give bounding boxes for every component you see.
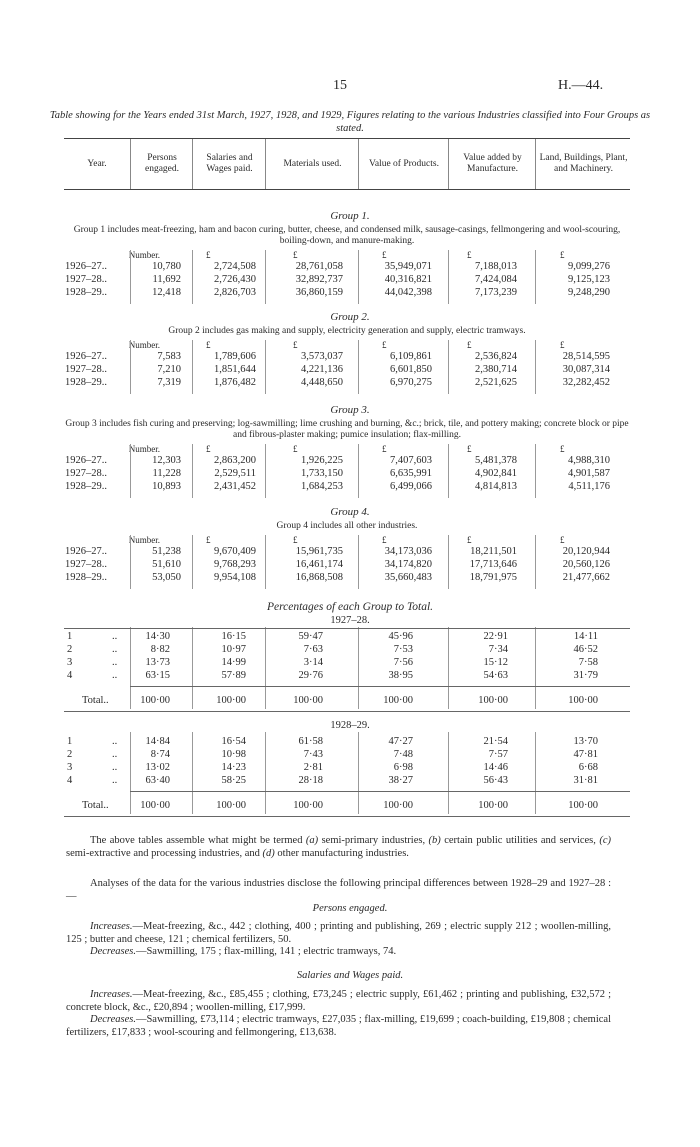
table-cell: 6·98 (393, 762, 413, 773)
row-year: 1928–29.. (65, 287, 107, 298)
table-cell: 100·00 (383, 800, 413, 811)
table-cell: 9,954,108 (214, 572, 256, 583)
table-cell: 54·63 (483, 670, 508, 681)
block-bottom-rule (64, 711, 630, 712)
unit-number: Number. (128, 535, 160, 545)
table-row (0, 546, 700, 559)
row-leader: .. (112, 670, 118, 681)
table-row (0, 657, 700, 670)
group-description: Group 1 includes meat-freezing, ham and bacon curing, butter, cheese, and condensed milk, sausage-casings, fellmongering and wool-scouring, boiling-down, and manure-making. (73, 225, 621, 246)
table-cell: 100·00 (216, 800, 246, 811)
table-row (0, 559, 700, 572)
table-cell: 10·97 (221, 644, 246, 655)
table-cell: 8·74 (150, 749, 170, 760)
table-cell: 16,461,174 (295, 559, 343, 570)
table-cell: 34,174,820 (384, 559, 432, 570)
table-row (0, 631, 700, 644)
row-year: 1926–27.. (65, 455, 107, 466)
table-cell: 7·56 (393, 657, 413, 668)
total-row (0, 695, 700, 708)
unit-pound: £ (560, 535, 565, 545)
salaries-decreases-paragraph (66, 1014, 611, 1039)
table-row (0, 351, 700, 364)
table-cell: 11,228 (152, 468, 181, 479)
table-cell: 2,724,508 (214, 261, 256, 272)
table-row (0, 644, 700, 657)
salaries-decreases-text: —Sawmilling, £73,114 ; electric tramways, £27,035 ; flax-milling, £19,699 ; coach-building, £19,808 ; chemical fertilizers, £17,833 ; wool-scouring and fellmongering, £13,638. (66, 1014, 611, 1038)
unit-pound: £ (467, 340, 472, 350)
group-number: 1 (67, 736, 73, 747)
increases-label: Increases. (90, 989, 133, 1000)
table-cell: 22·91 (483, 631, 508, 642)
unit-pound: £ (560, 250, 565, 260)
unit-pound: £ (293, 444, 298, 454)
unit-pound: £ (206, 250, 211, 260)
total-label: Total.. (82, 695, 109, 706)
table-cell: 100·00 (478, 800, 508, 811)
table-cell: 7·57 (488, 749, 508, 760)
table-cell: 15,961,735 (295, 546, 343, 557)
table-cell: 10·98 (221, 749, 246, 760)
table-row (0, 377, 700, 390)
table-cell: 16·15 (221, 631, 246, 642)
unit-pound: £ (206, 340, 211, 350)
table-cell: 30,087,314 (562, 364, 610, 375)
row-year: 1926–27.. (65, 351, 107, 362)
table-cell: 100·00 (216, 695, 246, 706)
table-cell: 7·43 (303, 749, 323, 760)
table-cell: 4,221,136 (301, 364, 343, 375)
column-header-salaries: Salaries and Wages paid. (192, 139, 266, 189)
table-cell: 56·43 (483, 775, 508, 786)
table-cell: 13·70 (573, 736, 598, 747)
percentages-year: 1928–29. (330, 720, 370, 731)
table-cell: 29·76 (298, 670, 323, 681)
total-rule (130, 791, 630, 792)
percentages-title: Percentages of each Group to Total. (266, 601, 434, 613)
table-row (0, 670, 700, 683)
row-leader: .. (112, 631, 118, 642)
group-title: Group 3. (330, 404, 370, 416)
table-cell: 4,511,176 (568, 481, 610, 492)
unit-pound: £ (293, 250, 298, 260)
table-cell: 44,042,398 (384, 287, 432, 298)
table-cell: 2,431,452 (214, 481, 256, 492)
table-cell: 36,860,159 (295, 287, 343, 298)
table-cell: 7,583 (157, 351, 181, 362)
table-cell: 1,926,225 (301, 455, 343, 466)
group-title: Group 1. (330, 210, 370, 222)
group-description: Group 4 includes all other industries. (276, 521, 418, 531)
table-row (0, 572, 700, 585)
group-number: 4 (67, 670, 73, 681)
table-cell: 7,210 (157, 364, 181, 375)
table-cell: 13·73 (145, 657, 170, 668)
table-cell: 13·02 (145, 762, 170, 773)
table-cell: 10,893 (152, 481, 181, 492)
column-header-value-added: Value added by Manufacture. (448, 139, 536, 189)
unit-pound: £ (467, 444, 472, 454)
table-cell: 9,099,276 (568, 261, 610, 272)
table-cell: 2,521,625 (475, 377, 517, 388)
table-row (0, 455, 700, 468)
intro-text: semi-extractive and processing industries, and (66, 847, 263, 859)
page-header (0, 78, 700, 94)
row-leader: .. (112, 762, 118, 773)
table-cell: 6,601,850 (390, 364, 432, 375)
table-cell: 20,560,126 (562, 559, 610, 570)
table-cell: 9,670,409 (214, 546, 256, 557)
table-cell: 100·00 (383, 695, 413, 706)
table-cell: 28,761,058 (295, 261, 343, 272)
intro-paragraph (66, 835, 611, 860)
intro-text: other manufacturing industries. (274, 847, 409, 859)
table-cell: 7,424,084 (475, 274, 517, 285)
table-cell: 7·34 (488, 644, 508, 655)
table-cell: 1,789,606 (214, 351, 256, 362)
table-row (0, 287, 700, 300)
table-cell: 16·54 (221, 736, 246, 747)
table-cell: 2,863,200 (214, 455, 256, 466)
table-cell: 9,125,123 (568, 274, 610, 285)
table-cell: 1,876,482 (214, 377, 256, 388)
table-cell: 58·25 (221, 775, 246, 786)
group-number: 3 (67, 762, 73, 773)
table-cell: 38·95 (388, 670, 413, 681)
analyses-paragraph: Analyses of the data for the various industries disclose the following principal differences between 1928–29 and 1927–28 :— (66, 878, 611, 902)
total-label: Total.. (82, 800, 109, 811)
table-cell: 100·00 (293, 800, 323, 811)
table-cell: 61·58 (298, 736, 323, 747)
table-cell: 11,692 (152, 274, 181, 285)
table-cell: 46·52 (573, 644, 598, 655)
column-header-products: Value of Products. (358, 139, 449, 189)
total-rule (130, 686, 630, 687)
label-a: (a) (305, 835, 319, 846)
table-cell: 7,173,239 (475, 287, 517, 298)
table-cell: 28·18 (298, 775, 323, 786)
table-cell: 4,988,310 (568, 455, 610, 466)
page-number: 15 (333, 78, 347, 93)
table-row (0, 364, 700, 377)
table-cell: 7·48 (393, 749, 413, 760)
unit-pound: £ (382, 250, 387, 260)
table-cell: 45·96 (388, 631, 413, 642)
table-cell: 34,173,036 (384, 546, 432, 557)
table-cell: 38·27 (388, 775, 413, 786)
label-b: (b) (428, 835, 441, 846)
row-year: 1926–27.. (65, 261, 107, 272)
table-cell: 53,050 (152, 572, 181, 583)
group-description: Group 2 includes gas making and supply, electricity generation and supply, electric tramways. (168, 326, 526, 336)
group-number: 3 (67, 657, 73, 668)
table-row (0, 736, 700, 749)
table-cell: 14·23 (221, 762, 246, 773)
row-leader: .. (112, 644, 118, 655)
total-row (0, 800, 700, 813)
table-cell: 2,529,511 (214, 468, 256, 479)
persons-increases-text: —Meat-freezing, &c., 442 ; clothing, 400 ; printing and publishing, 269 ; electric supply 212 ; woollen-milling, 125 ; butter and cheese, 121 ; chemical fertilizers, 50. (66, 921, 611, 945)
table-cell: 51,610 (152, 559, 181, 570)
row-leader: .. (112, 736, 118, 747)
table-cell: 14·46 (483, 762, 508, 773)
table-cell: 47·27 (388, 736, 413, 747)
group-number: 4 (67, 775, 73, 786)
decreases-label: Decreases. (90, 946, 136, 957)
table-cell: 7,188,013 (475, 261, 517, 272)
table-cell: 5,481,378 (475, 455, 517, 466)
document-reference: H.—44. (558, 78, 604, 93)
table-cell: 63·15 (145, 670, 170, 681)
row-year: 1927–28.. (65, 274, 107, 285)
unit-pound: £ (293, 340, 298, 350)
table-cell: 4,902,841 (475, 468, 517, 479)
persons-decreases-paragraph (66, 946, 611, 959)
row-year: 1926–27.. (65, 546, 107, 557)
table-cell: 100·00 (140, 695, 170, 706)
block-bottom-rule (64, 816, 630, 817)
table-cell: 9,768,293 (214, 559, 256, 570)
table-cell: 15·12 (483, 657, 508, 668)
table-cell: 6,970,275 (390, 377, 432, 388)
table-cell: 6,635,991 (390, 468, 432, 479)
percentages-top-rule (64, 628, 630, 629)
table-cell: 100·00 (478, 695, 508, 706)
row-year: 1928–29.. (65, 377, 107, 388)
unit-pound: £ (560, 340, 565, 350)
group-description: Group 3 includes fish curing and preserving; log-sawmilling; lime crushing and burning, &c.; brick, tile, and pottery making; concrete block or pipe and fibrous-plaster making; pumice insulation; flax-milling. (65, 419, 629, 440)
salaries-increases-paragraph (66, 989, 611, 1014)
table-row (0, 274, 700, 287)
table-cell: 31·79 (573, 670, 598, 681)
group-number: 2 (67, 644, 73, 655)
row-year: 1927–28.. (65, 468, 107, 479)
table-cell: 17,713,646 (469, 559, 517, 570)
unit-pound: £ (382, 535, 387, 545)
group-number: 1 (67, 631, 73, 642)
table-cell: 1,851,644 (214, 364, 256, 375)
table-cell: 6·68 (578, 762, 598, 773)
table-cell: 59·47 (298, 631, 323, 642)
table-cell: 63·40 (145, 775, 170, 786)
table-cell: 35,949,071 (384, 261, 432, 272)
column-header-materials: Materials used. (265, 139, 359, 189)
table-cell: 7·58 (578, 657, 598, 668)
column-header-land: Land, Buildings, Plant, and Machinery. (535, 139, 631, 189)
table-cell: 16,868,508 (295, 572, 343, 583)
table-cell: 35,660,483 (384, 572, 432, 583)
table-cell: 3,573,037 (301, 351, 343, 362)
group-title: Group 2. (330, 311, 370, 323)
table-cell: 6,109,861 (390, 351, 432, 362)
table-caption: Table showing for the Years ended 31st March, 1927, 1928, and 1929, Figures relating to the various Industries classified into Four Groups as stated. (49, 110, 651, 134)
column-header-persons: Persons engaged. (130, 139, 193, 189)
salaries-heading: Salaries and Wages paid. (296, 970, 404, 981)
intro-text: semi-primary industries, (318, 835, 429, 846)
unit-pound: £ (382, 340, 387, 350)
table-cell: 7·53 (393, 644, 413, 655)
row-leader: .. (112, 657, 118, 668)
unit-pound: £ (293, 535, 298, 545)
table-row (0, 261, 700, 274)
column-header-year: Year. (87, 158, 107, 169)
column-header-row (64, 138, 630, 190)
table-cell: 18,791,975 (469, 572, 517, 583)
row-year: 1928–29.. (65, 481, 107, 492)
unit-pound: £ (560, 444, 565, 454)
table-cell: 8·82 (150, 644, 170, 655)
table-cell: 1,733,150 (301, 468, 343, 479)
group-number: 2 (67, 749, 73, 760)
row-leader: .. (112, 775, 118, 786)
table-row (0, 481, 700, 494)
unit-pound: £ (467, 535, 472, 545)
table-cell: 10,780 (152, 261, 181, 272)
table-cell: 32,282,452 (562, 377, 610, 388)
table-cell: 51,238 (152, 546, 181, 557)
table-cell: 14·99 (221, 657, 246, 668)
table-cell: 2,726,430 (214, 274, 256, 285)
table-cell: 1,684,253 (301, 481, 343, 492)
unit-number: Number. (128, 250, 160, 260)
persons-increases-paragraph (66, 921, 611, 946)
group-title: Group 4. (330, 506, 370, 518)
persons-decreases-text: —Sawmilling, 175 ; flax-milling, 141 ; electric tramways, 74. (135, 946, 397, 957)
row-year: 1928–29.. (65, 572, 107, 583)
label-d: (d) (262, 847, 275, 859)
table-cell: 9,248,290 (568, 287, 610, 298)
row-leader: .. (112, 749, 118, 760)
table-cell: 14·84 (145, 736, 170, 747)
table-cell: 100·00 (568, 800, 598, 811)
row-year: 1927–28.. (65, 559, 107, 570)
increases-label: Increases. (90, 921, 133, 932)
table-cell: 7,407,603 (390, 455, 432, 466)
table-cell: 14·30 (145, 631, 170, 642)
table-cell: 57·89 (221, 670, 246, 681)
unit-pound: £ (206, 535, 211, 545)
table-cell: 100·00 (568, 695, 598, 706)
table-cell: 3·14 (303, 657, 323, 668)
table-cell: 100·00 (140, 800, 170, 811)
table-cell: 18,211,501 (470, 546, 517, 557)
table-cell: 32,892,737 (295, 274, 343, 285)
unit-number: Number. (128, 340, 160, 350)
row-year: 1927–28.. (65, 364, 107, 375)
table-row (0, 775, 700, 788)
table-row (0, 762, 700, 775)
table-cell: 4,814,813 (475, 481, 517, 492)
label-c: (c) (599, 835, 611, 846)
unit-pound: £ (467, 250, 472, 260)
table-cell: 47·81 (573, 749, 598, 760)
table-cell: 2,380,714 (475, 364, 517, 375)
table-cell: 31·81 (573, 775, 598, 786)
table-cell: 6,499,066 (390, 481, 432, 492)
table-cell: 21·54 (483, 736, 508, 747)
table-cell: 14·11 (573, 631, 598, 642)
table-row (0, 749, 700, 762)
persons-engaged-heading: Persons engaged. (312, 903, 388, 914)
intro-text: The above tables assemble what might be termed (90, 835, 306, 846)
unit-pound: £ (206, 444, 211, 454)
percentages-year: 1927–28. (330, 615, 370, 626)
table-row (0, 468, 700, 481)
table-cell: 7·63 (303, 644, 323, 655)
table-cell: 21,477,662 (562, 572, 610, 583)
intro-text: certain public utilities and services, (440, 835, 600, 846)
table-cell: 2·81 (303, 762, 323, 773)
salaries-increases-text: —Meat-freezing, &c., £85,455 ; clothing, £73,245 ; electric supply, £61,462 ; printing and publishing, £32,572 ; concrete block, &c., £20,894 ; woollen-milling, £17,999. (66, 989, 611, 1013)
decreases-label: Decreases. (90, 1014, 136, 1025)
table-cell: 2,536,824 (475, 351, 517, 362)
table-cell: 7,319 (157, 377, 181, 388)
table-cell: 40,316,821 (384, 274, 432, 285)
table-cell: 100·00 (293, 695, 323, 706)
table-cell: 28,514,595 (562, 351, 610, 362)
table-cell: 4,901,587 (568, 468, 610, 479)
table-cell: 2,826,703 (214, 287, 256, 298)
table-cell: 12,418 (152, 287, 181, 298)
table-cell: 12,303 (152, 455, 181, 466)
unit-pound: £ (382, 444, 387, 454)
table-cell: 4,448,650 (301, 377, 343, 388)
unit-number: Number. (128, 444, 160, 454)
table-cell: 20,120,944 (562, 546, 610, 557)
